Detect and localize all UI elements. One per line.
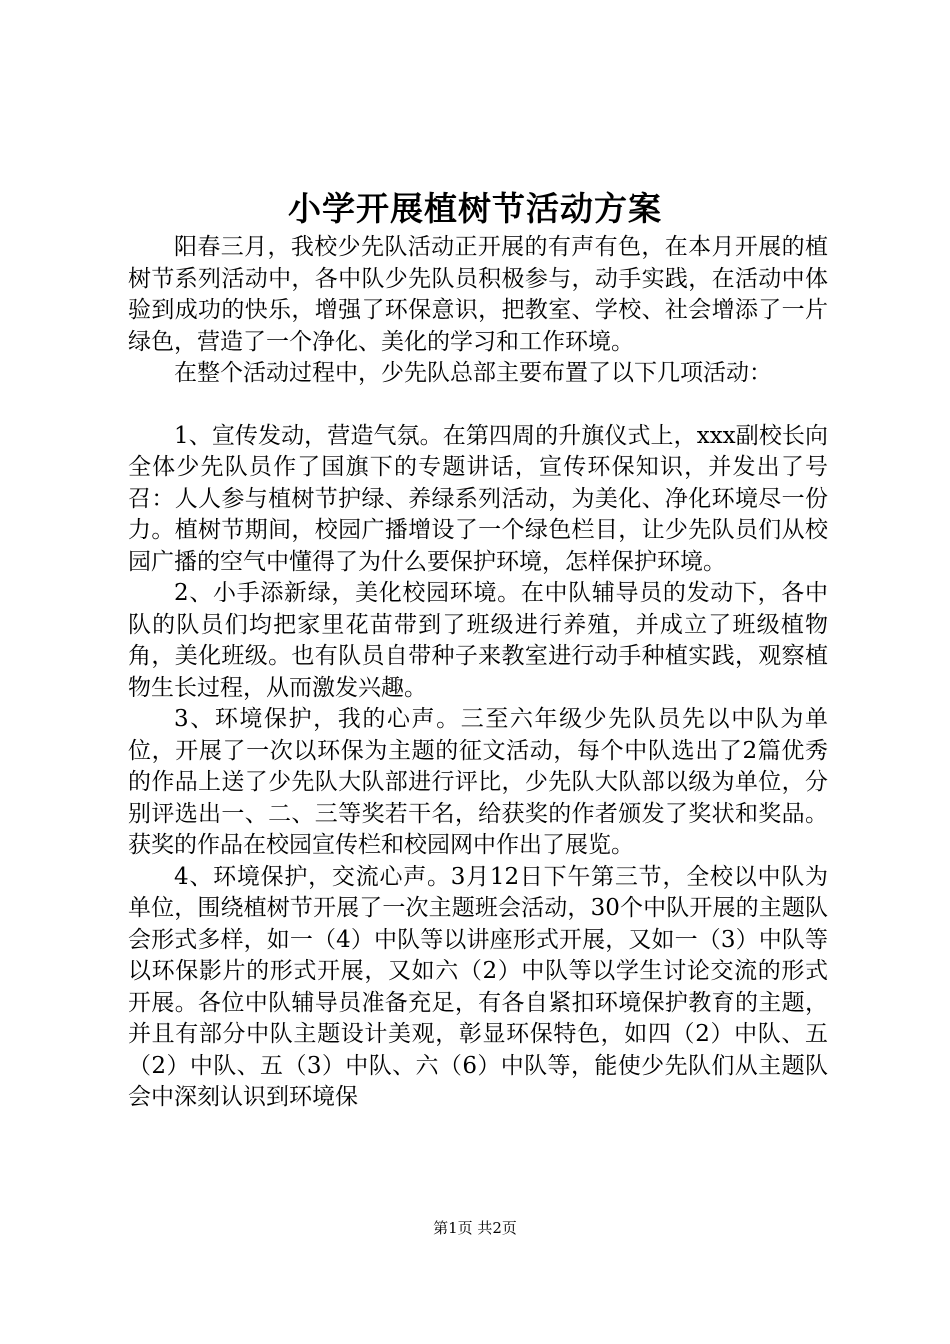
paragraph-overview: 在整个活动过程中，少先队总部主要布置了以下几项活动： bbox=[174, 360, 772, 386]
document-body bbox=[128, 232, 828, 1114]
paragraph-item-4: 4、环境保护，交流心声。3月12日下午第三节，全校以中队为单位，围绕植树节开展了一次主题班会活动，30个中队开展的主题队会形式多样，如一（4）中队等以讲座形式开展，又如一（3）中队等以环保影片的形式开展，又如六（2）中队等以学生讨论交流的形式开展。各位中队辅导员准备充足，有各自紧扣环境保护教育的主题，并且有部分中队主题设计美观，彰显环保特色，如四（2）中队、五（2）中队、五（3）中队、六（6）中队等，能使少先队们从主题队会中深刻认识到环境保 bbox=[128, 863, 828, 1110]
paragraph-intro: 阳春三月，我校少先队活动正开展的有声有色，在本月开展的植树节系列活动中，各中队少先队员积极参与，动手实践，在活动中体验到成功的快乐，增强了环保意识，把教室、学校、社会增添了一片绿色，营造了一个净化、美化的学习和工作环境。 bbox=[128, 234, 828, 355]
document-title: 小学开展植树节活动方案 bbox=[288, 189, 662, 228]
page-footer: 第1页 共2页 bbox=[433, 1219, 517, 1237]
paragraph-item-1: 1、宣传发动，营造气氛。在第四周的升旗仪式上，xxx副校长向全体少先队员作了国旗下的专题讲话，宣传环保知识，并发出了号召：人人参与植树节护绿、养绿系列活动，为美化、净化环境尽一份力。植树节期间，校园广播增设了一个绿色栏目，让少先队员们从校园广播的空气中懂得了为什么要保护环境，怎样保护环境。 bbox=[128, 422, 828, 575]
paragraph-item-2: 2、小手添新绿，美化校园环境。在中队辅导员的发动下，各中队的队员们均把家里花苗带到了班级进行养殖，并成立了班级植物角，美化班级。也有队员自带种子来教室进行动手种植实践，观察植物生长过程，从而激发兴趣。 bbox=[128, 580, 828, 701]
paragraph-item-3: 3、环境保护，我的心声。三至六年级少先队员先以中队为单位，开展了一次以环保为主题的征文活动，每个中队选出了2篇优秀的作品上送了少先队大队部进行评比，少先队大队部以级为单位，分别评选出一、二、三等奖若干名，给获奖的作者颁发了奖状和奖品。获奖的作品在校园宣传栏和校园网中作出了展览。 bbox=[128, 706, 828, 858]
